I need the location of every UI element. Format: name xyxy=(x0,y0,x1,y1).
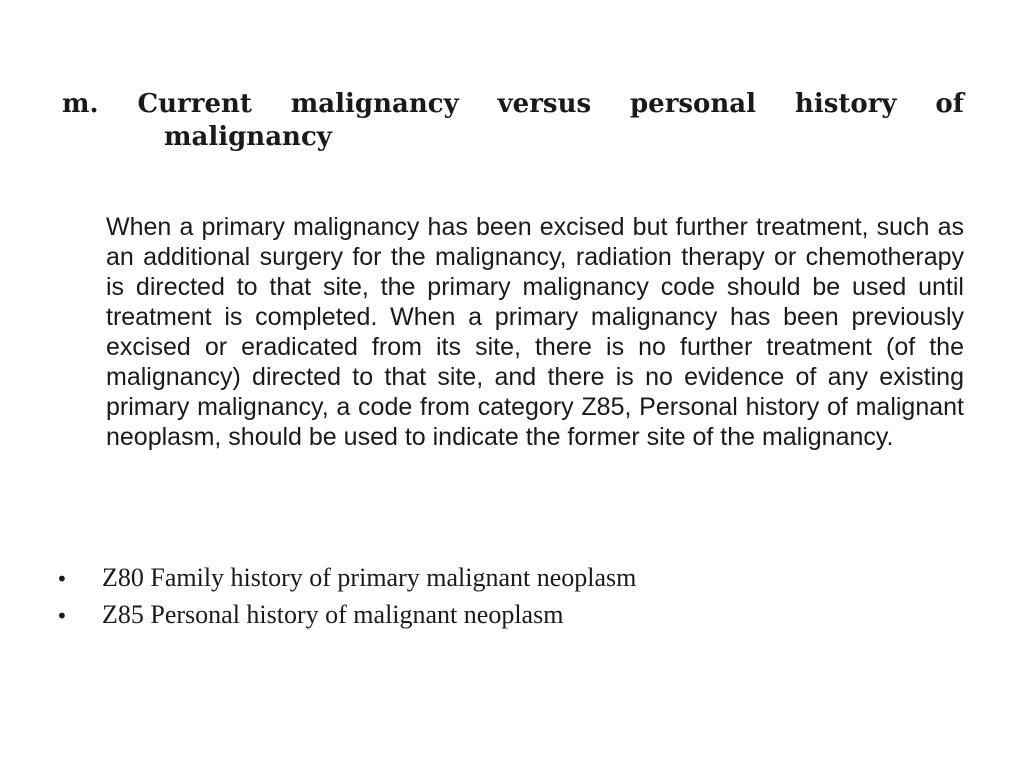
bullet-item xyxy=(56,597,636,634)
bullet-list xyxy=(56,560,636,634)
heading-word: versus xyxy=(497,89,592,119)
bullet-text: Z80 Family history of primary malignant neoplasm xyxy=(102,563,637,592)
heading-word: history xyxy=(794,89,897,119)
bullet-icon: • xyxy=(56,604,68,628)
body-paragraph: When a primary malignancy has been excised but further treatment, such as an additional surgery for the malignancy, radiation therapy or chemotherapy is directed to that site, the primary malignancy code should be used until treatment is completed. When a primary malignancy has been previously excised or eradicated from its site, there is no further treatment (of the malignancy) directed to that site, and there is no evidence of any existing primary malignancy, a code from category Z85, Personal history of malignant neoplasm, should be used to indicate the former site of the malignancy. xyxy=(106,213,964,451)
heading-word: Current xyxy=(137,89,252,119)
bullet-item xyxy=(56,560,636,597)
heading-word: personal xyxy=(630,89,757,119)
heading-line-2: malignancy xyxy=(164,122,332,152)
bullet-text: Z85 Personal history of malignant neoplasm xyxy=(102,600,564,629)
heading-marker: m. xyxy=(62,89,99,119)
bullet-icon: • xyxy=(56,567,68,591)
slide-heading xyxy=(62,88,964,154)
heading-line-1 xyxy=(62,88,964,121)
heading-word: of xyxy=(935,89,964,119)
heading-word: malignancy xyxy=(290,89,459,119)
